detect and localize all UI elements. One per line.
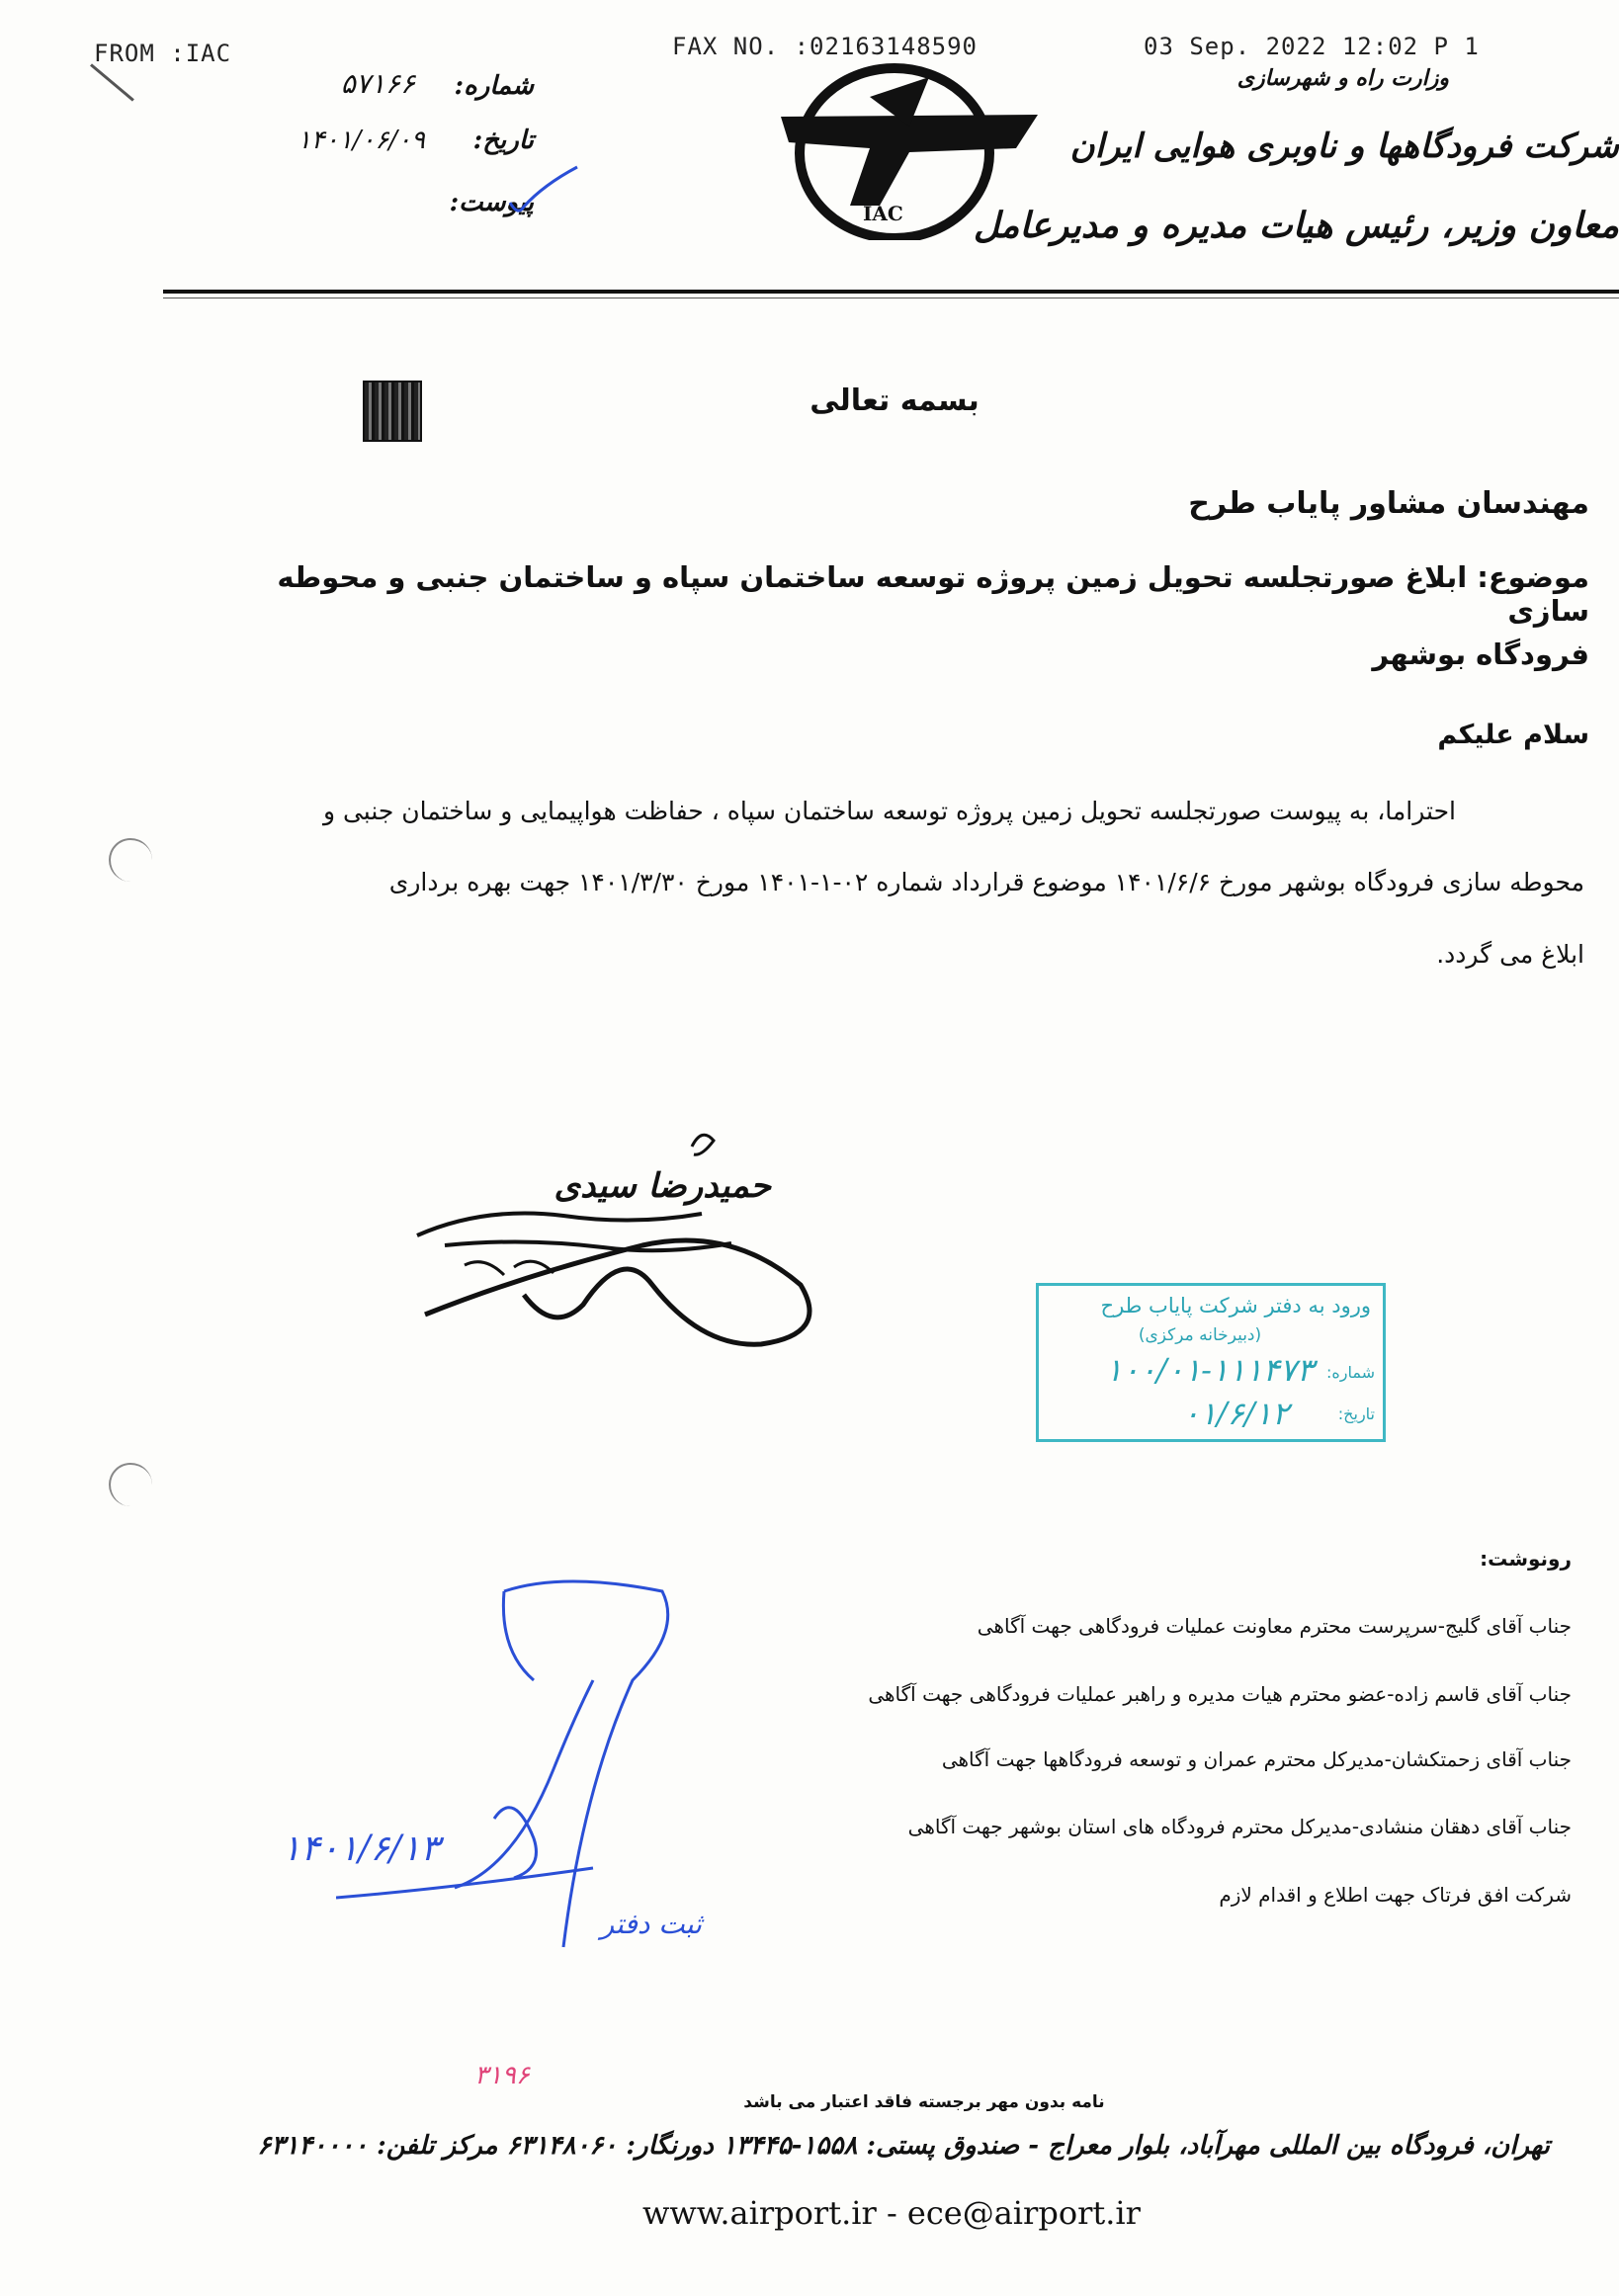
body-line-2: محوطه سازی فرودگاه بوشهر مورخ ۱۴۰۱/۶/۶ موضوع قرارداد شماره ۰۲-۱-۱۴۰۱ مورخ ۱۴۰۱/۳/۳۰ جهت بهره برداری [388, 868, 1584, 896]
cc-title: رونوشت: [1480, 1547, 1572, 1571]
stamp-subtitle: (دبیرخانه مرکزی) [1138, 1325, 1262, 1345]
company-name: شرکت فرودگاهها و ناوبری هوایی ایران [1069, 127, 1619, 166]
subject-line-2: فرودگاه بوشهر [1372, 638, 1589, 671]
pink-page-note: ۳۱۹۶ [474, 2061, 530, 2090]
letter-date-value: ۱۴۰۱/۰۶/۰۹ [297, 126, 425, 155]
footer-website: www.airport.ir - ece@airport.ir [642, 2194, 1141, 2232]
recipient: مهندسان مشاور پایاب طرح [1188, 486, 1589, 521]
greeting: سلام علیکم [1437, 720, 1589, 750]
fax-from: FROM :IAC [94, 40, 232, 67]
attachment-checkmark [504, 163, 583, 222]
fax-number: FAX NO. :02163148590 [672, 33, 978, 60]
fax-mark [90, 63, 134, 101]
letter-number-value: ۵۷۱۶۶ [340, 67, 415, 100]
stamp-date-label: تاریخ: [1337, 1404, 1375, 1423]
letter-number-label: شماره: [454, 71, 534, 101]
punch-hole-mark [109, 838, 152, 882]
letter-date-label: تاریخ: [472, 126, 534, 155]
fax-datetime: 03 Sep. 2022 12:02 P 1 [1144, 33, 1480, 60]
footer-notice: نامه بدون مهر برجسته فاقد اعتبار می باشد [743, 2092, 1105, 2112]
header-divider [163, 290, 1619, 294]
invocation: بسمه تعالی [810, 383, 980, 418]
letter-attachment-label: پیوست: [449, 188, 534, 217]
stamp-number-label: شماره: [1325, 1363, 1375, 1382]
cc-item: جناب آقای گلیج-سرپرست محترم معاونت عملیات فرودگاهی جهت آگاهی [977, 1614, 1572, 1638]
signer-position: معاون وزیر، رئیس هیات مدیره و مدیرعامل [973, 205, 1619, 246]
stamp-number-value: ۱۰۰/۰۱-۱۱۱۴۷۳ [1105, 1351, 1314, 1389]
cc-item: جناب آقای قاسم زاده-عضو محترم هیات مدیره و راهبر عملیات فرودگاهی جهت آگاهی [868, 1682, 1572, 1706]
stamp-date-value: ۰۱/۶/۱۲ [1182, 1395, 1289, 1432]
logo-text: IAC [863, 202, 903, 225]
footer-address: تهران، فرودگاه بین المللی مهرآباد، بلوار معراج - صندوق پستی: ۱۵۵۸-۱۳۴۴۵ دورنگار: ۶۳۱۴۸۰۶۰ مرکز تلفن: ۶۳۱۴۰۰۰۰ [257, 2131, 1550, 2161]
subject-line-1: موضوع: ابلاغ صورتجلسه تحویل زمین پروژه توسعه ساختمان سپاه و ساختمان جنبی و محوطه سازی [277, 560, 1589, 628]
handwritten-date: ۱۴۰۱/۶/۱۳ [282, 1828, 440, 1869]
body-line-3: ابلاغ می گردد. [1436, 940, 1584, 969]
signer-name: حمیدرضا سیدی [554, 1166, 771, 1206]
qr-code [365, 383, 420, 440]
handwritten-note: ثبت دفتر [600, 1908, 702, 1940]
punch-hole-mark [109, 1463, 152, 1506]
cc-item: جناب آقای دهقان منشادی-مدیرکل محترم فرودگاه های استان بوشهر جهت آگاهی [907, 1815, 1572, 1838]
ministry-name: وزارت راه و شهرسازی [1236, 65, 1449, 91]
body-line-1: احتراما، به پیوست صورتجلسه تحویل زمین پروژه توسعه ساختمان سپاه ، حفاظت هواپیمایی و ساختمان جنبی و [322, 797, 1456, 825]
cc-item: جناب آقای زحمتکشان-مدیرکل محترم عمران و توسعه فرودگاهها جهت آگاهی [941, 1747, 1572, 1771]
signature-scribble [405, 1127, 840, 1364]
received-stamp [1036, 1283, 1386, 1442]
cc-item: شرکت افق فرتاک جهت اطلاع و اقدام لازم [1219, 1883, 1572, 1907]
stamp-title: ورود به دفتر شرکت پایاب طرح [1100, 1294, 1371, 1318]
